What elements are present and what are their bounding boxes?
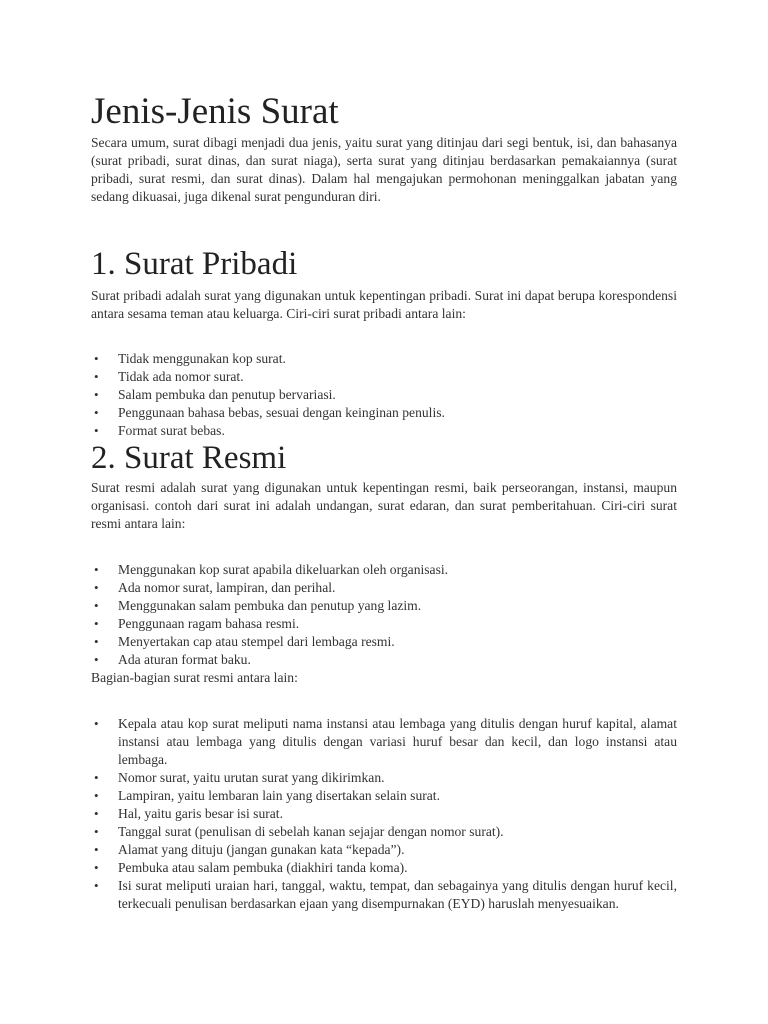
section-heading-surat-pribadi: 1. Surat Pribadi xyxy=(91,246,298,282)
list-item: • Alamat yang dituju (jangan gunakan kata “kepada”). xyxy=(118,841,677,859)
list-item: • Tidak ada nomor surat. xyxy=(118,368,677,386)
section-heading-surat-resmi: 2. Surat Resmi xyxy=(91,440,287,476)
list-item: • Isi surat meliputi uraian hari, tanggal, waktu, tempat, dan sebagainya yang ditulis dengan huruf kecil, terkecuali penulisan berdasarkan ejaan yang disempurnakan (EYD) haruslah menyesuaikan. xyxy=(118,877,677,913)
list-item: • Ada aturan format baku. xyxy=(118,651,677,669)
list-item: • Salam pembuka dan penutup bervariasi. xyxy=(118,386,677,404)
list-item: • Nomor surat, yaitu urutan surat yang dikirimkan. xyxy=(118,769,677,787)
list-item: • Tanggal surat (penulisan di sebelah kanan sejajar dengan nomor surat). xyxy=(118,823,677,841)
list-item: • Ada nomor surat, lampiran, dan perihal. xyxy=(118,579,677,597)
list-item: • Menyertakan cap atau stempel dari lembaga resmi. xyxy=(118,633,677,651)
list-item: • Menggunakan kop surat apabila dikeluarkan oleh organisasi. xyxy=(118,561,677,579)
intro-paragraph: Secara umum, surat dibagi menjadi dua jenis, yaitu surat yang ditinjau dari segi bentuk, isi, dan bahasanya (surat pribadi, surat dinas, dan surat niaga), serta surat yang ditinjau berdasarkan pemakaiannya (surat pribadi, surat resmi, dan surat dinas). Dalam hal mengajukan permohonan meninggalkan jabatan yang sedang dikuasai, juga dikenal surat pengunduran diri. xyxy=(91,135,677,204)
surat-pribadi-list xyxy=(91,350,677,440)
list-item: • Hal, yaitu garis besar isi surat. xyxy=(118,805,677,823)
list-item: • Menggunakan salam pembuka dan penutup yang lazim. xyxy=(118,597,677,615)
list-item: • Penggunaan bahasa bebas, sesuai dengan keinginan penulis. xyxy=(118,404,677,422)
list-item: • Penggunaan ragam bahasa resmi. xyxy=(118,615,677,633)
page-title: Jenis-Jenis Surat xyxy=(91,91,339,132)
list-item: • Tidak menggunakan kop surat. xyxy=(118,350,677,368)
surat-resmi-list xyxy=(91,561,677,669)
bagian-surat-resmi-intro: Bagian-bagian surat resmi antara lain: xyxy=(91,670,298,685)
list-item: • Lampiran, yaitu lembaran lain yang disertakan selain surat. xyxy=(118,787,677,805)
list-item: • Pembuka atau salam pembuka (diakhiri tanda koma). xyxy=(118,859,677,877)
list-item: • Kepala atau kop surat meliputi nama instansi atau lembaga yang ditulis dengan huruf kapital, alamat instansi atau lembaga yang ditulis dengan variasi huruf besar dan kecil, dan logo instansi atau lembaga. xyxy=(118,715,677,769)
surat-pribadi-paragraph: Surat pribadi adalah surat yang digunakan untuk kepentingan pribadi. Surat ini dapat berupa korespondensi antara sesama teman atau keluarga. Ciri-ciri surat pribadi antara lain: xyxy=(91,288,677,321)
bagian-surat-resmi-list xyxy=(91,715,677,913)
surat-resmi-paragraph: Surat resmi adalah surat yang digunakan untuk kepentingan resmi, baik perseorangan, instansi, maupun organisasi. contoh dari surat ini adalah undangan, surat edaran, dan surat pemberitahuan. Ciri-ciri surat resmi antara lain: xyxy=(91,480,677,531)
list-item: • Format surat bebas. xyxy=(118,422,677,440)
